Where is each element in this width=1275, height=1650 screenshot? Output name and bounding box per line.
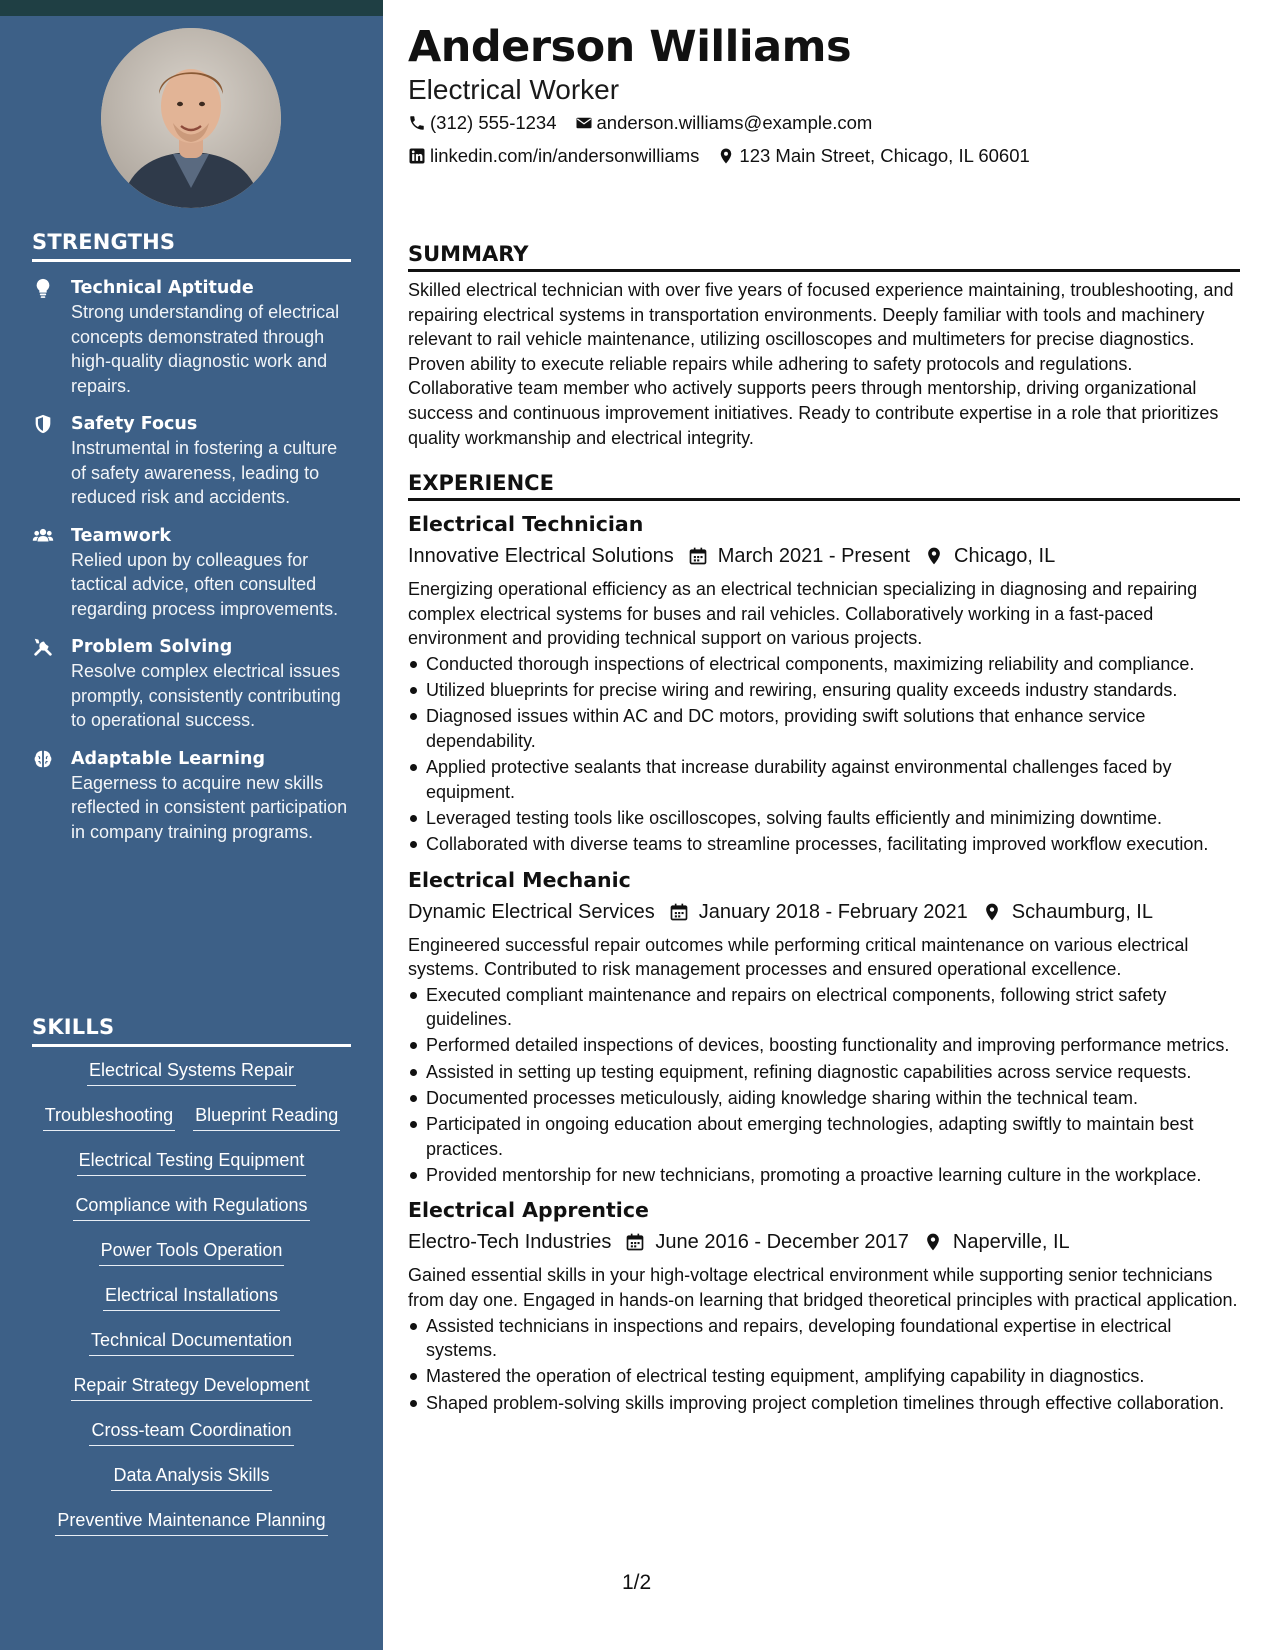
strength-title: Adaptable Learning	[71, 748, 265, 769]
job-bullets	[408, 652, 1240, 857]
skill-tag: Blueprint Reading	[193, 1102, 340, 1131]
bullet-item: Leveraged testing tools like oscilloscopes, solving faults efficiently and minimizing downtime.	[408, 806, 1240, 831]
address-text: 123 Main Street, Chicago, IL 60601	[739, 145, 1030, 166]
strength-title: Safety Focus	[71, 414, 198, 434]
calendar-icon	[625, 1232, 645, 1252]
job-entry	[408, 865, 1240, 1188]
strength-item	[32, 524, 351, 622]
job-location: Schaumburg, IL	[1011, 900, 1153, 923]
skill-tag: Cross-team Coordination	[89, 1417, 293, 1446]
bullet-item: Assisted in setting up testing equipment, refining diagnostic capabilities across service requests.	[408, 1060, 1240, 1085]
map-pin-icon	[924, 546, 944, 566]
bullet-item: Participated in ongoing education about emerging technologies, adapting swiftly to maintain best practices.	[408, 1112, 1240, 1161]
contact-row-2	[408, 145, 1048, 167]
strength-item	[32, 412, 351, 510]
address-contact	[717, 145, 1029, 167]
skill-tag: Compliance with Regulations	[73, 1192, 309, 1221]
bullet-item: Mastered the operation of electrical testing equipment, amplifying capability in diagnostics.	[408, 1364, 1240, 1389]
bullet-item: Conducted thorough inspections of electrical components, maximizing reliability and compliance.	[408, 652, 1240, 677]
lightbulb-icon	[32, 277, 54, 299]
job-company: Dynamic Electrical Services	[408, 900, 655, 923]
strength-item	[32, 635, 351, 733]
skill-tag: Repair Strategy Development	[71, 1372, 311, 1401]
job-role: Electrical Technician	[408, 512, 644, 536]
calendar-icon	[669, 902, 689, 922]
experience-section	[408, 471, 1240, 1417]
strengths-section	[32, 230, 351, 844]
skill-tag: Electrical Installations	[103, 1282, 280, 1311]
email-text: anderson.williams@example.com	[596, 112, 873, 133]
strength-description: Strong understanding of electrical concepts demonstrated through high-quality diagnostic work and repairs.	[71, 302, 340, 396]
candidate-title: Electrical Worker	[408, 74, 620, 105]
users-icon	[32, 525, 54, 547]
strength-description: Instrumental in fostering a culture of safety awareness, leading to reduced risk and accidents.	[71, 438, 338, 507]
job-company: Electro-Tech Industries	[408, 1231, 612, 1254]
brain-icon	[32, 748, 54, 770]
job-entry	[408, 509, 1240, 857]
bullet-item: Shaped problem-solving skills improving project completion timelines through effective collaboration.	[408, 1391, 1240, 1416]
bullet-item: Collaborated with diverse teams to streamline processes, facilitating improved workflow execution.	[408, 832, 1240, 857]
job-location: Chicago, IL	[954, 545, 1056, 567]
job-description: Gained essential skills in your high-voltage electrical environment while supporting senior technicians from day one. Engaged in hands-on learning that bridged theoretical principles with practical application.	[408, 1265, 1238, 1310]
map-pin-icon	[923, 1232, 943, 1252]
job-description: Energizing operational efficiency as an electrical technician specializing in diagnosing and repairing complex electrical systems for buses and rail vehicles. Collaboratively working in a fast-paced environment and providing technical support on various projects.	[408, 579, 1198, 649]
job-meta	[408, 897, 1240, 927]
skills-list	[32, 1057, 351, 1552]
bullet-item: Documented processes meticulously, aiding knowledge sharing within the technical team.	[408, 1086, 1240, 1111]
envelope-icon	[575, 114, 593, 132]
job-bullets	[408, 983, 1240, 1188]
summary-heading: SUMMARY	[408, 242, 1240, 272]
strengths-heading: STRENGTHS	[32, 230, 351, 262]
page-number: 1/2	[622, 1571, 652, 1594]
email-contact	[575, 112, 873, 134]
bullet-item: Diagnosed issues within AC and DC motors, providing swift solutions that enhance service dependability.	[408, 704, 1240, 753]
strength-title: Problem Solving	[71, 637, 233, 657]
shield-icon	[32, 413, 54, 435]
skill-tag: Technical Documentation	[89, 1327, 294, 1356]
skill-tag: Electrical Testing Equipment	[77, 1147, 307, 1176]
calendar-icon	[688, 546, 708, 566]
linkedin-text: linkedin.com/in/andersonwilliams	[430, 145, 700, 166]
summary-text: Skilled electrical technician with over five years of focused experience maintaining, troubleshooting, and repairing electrical systems in transportation environments. Deeply familiar with tools and machinery relevant to rail vehicle maintenance, utilizing oscilloscopes and multimeters for precise diagnostics. Proven ability to execute reliable repairs while adhering to safety protocols and regulations. Collaborative team member who actively supports peers through mentorship, driving organizational success and continuous improvement initiatives. Ready to contribute expertise in a role that prioritizes quality workmanship and electrical integrity.	[408, 280, 1234, 448]
job-dates: June 2016 - December 2017	[655, 1231, 909, 1254]
skills-section	[32, 1015, 351, 1552]
job-role: Electrical Apprentice	[408, 1198, 649, 1223]
candidate-name: Anderson Williams	[408, 22, 852, 72]
job-company: Innovative Electrical Solutions	[408, 545, 674, 567]
job-dates: March 2021 - Present	[717, 545, 911, 567]
bullet-item: Provided mentorship for new technicians, promoting a proactive learning culture in the workplace.	[408, 1163, 1240, 1188]
map-pin-icon	[982, 902, 1002, 922]
job-dates: January 2018 - February 2021	[698, 900, 968, 923]
map-pin-icon	[717, 147, 735, 165]
bullet-item: Executed compliant maintenance and repairs on electrical components, following strict safety guidelines.	[408, 983, 1240, 1032]
job-bullets	[408, 1314, 1240, 1416]
strength-item	[32, 747, 351, 845]
profile-photo	[101, 28, 281, 208]
skill-tag: Power Tools Operation	[99, 1237, 285, 1266]
skill-tag: Electrical Systems Repair	[87, 1057, 296, 1086]
phone-contact	[408, 112, 557, 134]
strength-description: Relied upon by colleagues for tactical advice, often consulted regarding process improvements.	[71, 549, 339, 619]
job-location: Naperville, IL	[952, 1231, 1070, 1254]
summary-section	[408, 242, 1240, 450]
linkedin-icon	[408, 147, 426, 165]
strength-description: Resolve complex electrical issues promptly, consistently contributing to operational success.	[71, 661, 341, 730]
skills-heading: SKILLS	[32, 1015, 351, 1047]
sidebar	[0, 0, 383, 1650]
strength-item	[32, 276, 351, 398]
bullet-item: Assisted technicians in inspections and repairs, developing foundational expertise in electrical systems.	[408, 1314, 1240, 1363]
avatar	[101, 28, 281, 208]
sidebar-top-band	[0, 0, 383, 16]
skill-tag: Data Analysis Skills	[111, 1462, 271, 1491]
job-entry	[408, 1195, 1240, 1415]
experience-heading: EXPERIENCE	[408, 471, 1240, 501]
linkedin-contact	[408, 145, 699, 167]
bullet-item: Performed detailed inspections of devices, boosting functionality and improving performance metrics.	[408, 1033, 1240, 1058]
phone-text: (312) 555-1234	[430, 112, 557, 133]
bullet-item: Applied protective sealants that increase durability against environmental challenges faced by equipment.	[408, 755, 1240, 804]
contact-row-1	[408, 112, 890, 134]
job-role: Electrical Mechanic	[408, 867, 631, 892]
strength-title: Teamwork	[71, 525, 171, 546]
phone-icon	[408, 114, 426, 132]
job-meta	[408, 541, 1240, 571]
strength-title: Technical Aptitude	[71, 278, 254, 298]
strength-description: Eagerness to acquire new skills reflected in consistent participation in company training programs.	[71, 772, 348, 842]
job-description: Engineered successful repair outcomes while performing critical maintenance on various electrical systems. Contributed to risk management processes and ensured operational excellence.	[408, 934, 1189, 980]
skill-tag: Preventive Maintenance Planning	[55, 1507, 327, 1536]
skill-tag: Troubleshooting	[43, 1102, 175, 1131]
job-meta	[408, 1227, 1240, 1257]
tools-icon	[32, 636, 54, 658]
bullet-item: Utilized blueprints for precise wiring and rewiring, ensuring quality exceeds industry standards.	[408, 678, 1240, 703]
